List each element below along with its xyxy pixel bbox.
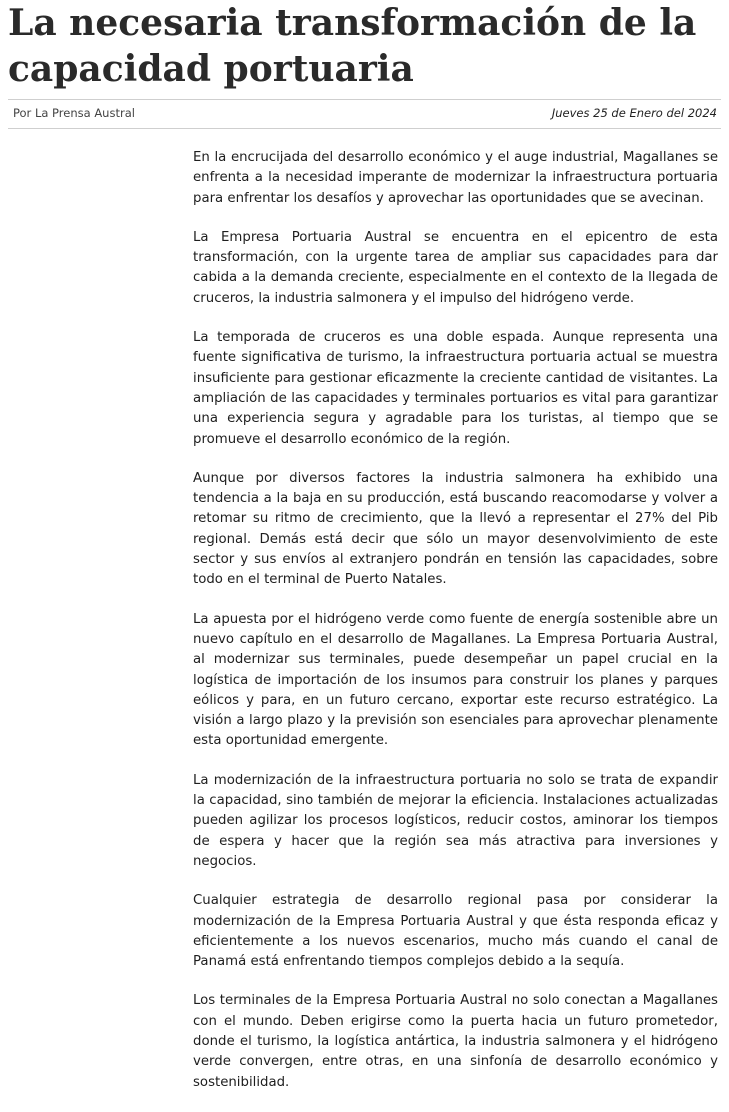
article-date: Jueves 25 de Enero del 2024 bbox=[551, 106, 717, 120]
article-paragraph: La Empresa Portuaria Austral se encuentra en el epicentro de esta transformación, con la urgente tarea de ampliar sus capacidades para dar cabida a la demanda creciente, especialmente en el contexto de la llegada de cruceros, la industria salmonera y el impulso del hidrógeno verde. bbox=[193, 229, 718, 306]
article-paragraph: La modernización de la infraestructura portuaria no solo se trata de expandir la capacidad, sino también de mejorar la eficiencia. Instalaciones actualizadas pueden agilizar los procesos logísticos, reducir costos, aminorar los tiempos de espera y hacer que la región sea más atractiva para inversiones y negocios. bbox=[193, 772, 718, 869]
article-title: La necesaria transformación de la capacidad portuaria bbox=[8, 2, 697, 90]
article-byline: Por La Prensa Austral bbox=[13, 106, 135, 120]
article-paragraph: Los terminales de la Empresa Portuaria Austral no solo conectan a Magallanes con el mundo. Deben erigirse como la puerta hacia un futuro prometedor, donde el turismo, la logística antártica, la industria salmonera y el hidrógeno verde convergen, entre otras, en una sinfonía de desarrollo económico y sostenibilidad. bbox=[193, 993, 718, 1090]
article-paragraph: Cualquier estrategia de desarrollo regional pasa por considerar la modernización de la Empresa Portuaria Austral y que ésta responda eficaz y eficientemente a los nuevos escenarios, mucho más cuando el canal de Panamá está enfrentando tiempos complejos debido a la sequía. bbox=[193, 893, 718, 970]
article-body bbox=[193, 148, 718, 1112]
article-meta-bar bbox=[8, 99, 721, 129]
article-paragraph: En la encrucijada del desarrollo económico y el auge industrial, Magallanes se enfrenta a la necesidad imperante de modernizar la infraestructura portuaria para enfrentar los desafíos y aprovechar las oportunidades que se avecinan. bbox=[193, 150, 718, 206]
article-paragraph: La apuesta por el hidrógeno verde como fuente de energía sostenible abre un nuevo capítulo en el desarrollo de Magallanes. La Empresa Portuaria Austral, al modernizar sus terminales, puede desempeñar un papel crucial en la logística de importación de los insumos para construir los planes y parques eólicos y para, en un futuro cercano, exportar este recurso estratégico. La visión a largo plazo y la previsión son esenciales para aprovechar plenamente esta oportunidad emergente. bbox=[193, 611, 718, 749]
article-paragraph: La temporada de cruceros es una doble espada. Aunque representa una fuente significativa de turismo, la infraestructura portuaria actual se muestra insuficiente para gestionar eficazmente la creciente cantidad de visitantes. La ampliación de las capacidades y terminales portuarios es vital para garantizar una experiencia segura y agradable para los turistas, al tiempo que se promueve el desarrollo económico de la región. bbox=[193, 330, 718, 447]
article-paragraph: Aunque por diversos factores la industria salmonera ha exhibido una tendencia a la baja en su producción, está buscando reacomodarse y volver a retomar su ritmo de crecimiento, que la llevó a representar el 27% del Pib regional. Demás está decir que sólo un mayor desenvolvimiento de este sector y sus envíos al extranjero pondrán en tensión las capacidades, sobre todo en el terminal de Puerto Natales. bbox=[193, 470, 718, 588]
